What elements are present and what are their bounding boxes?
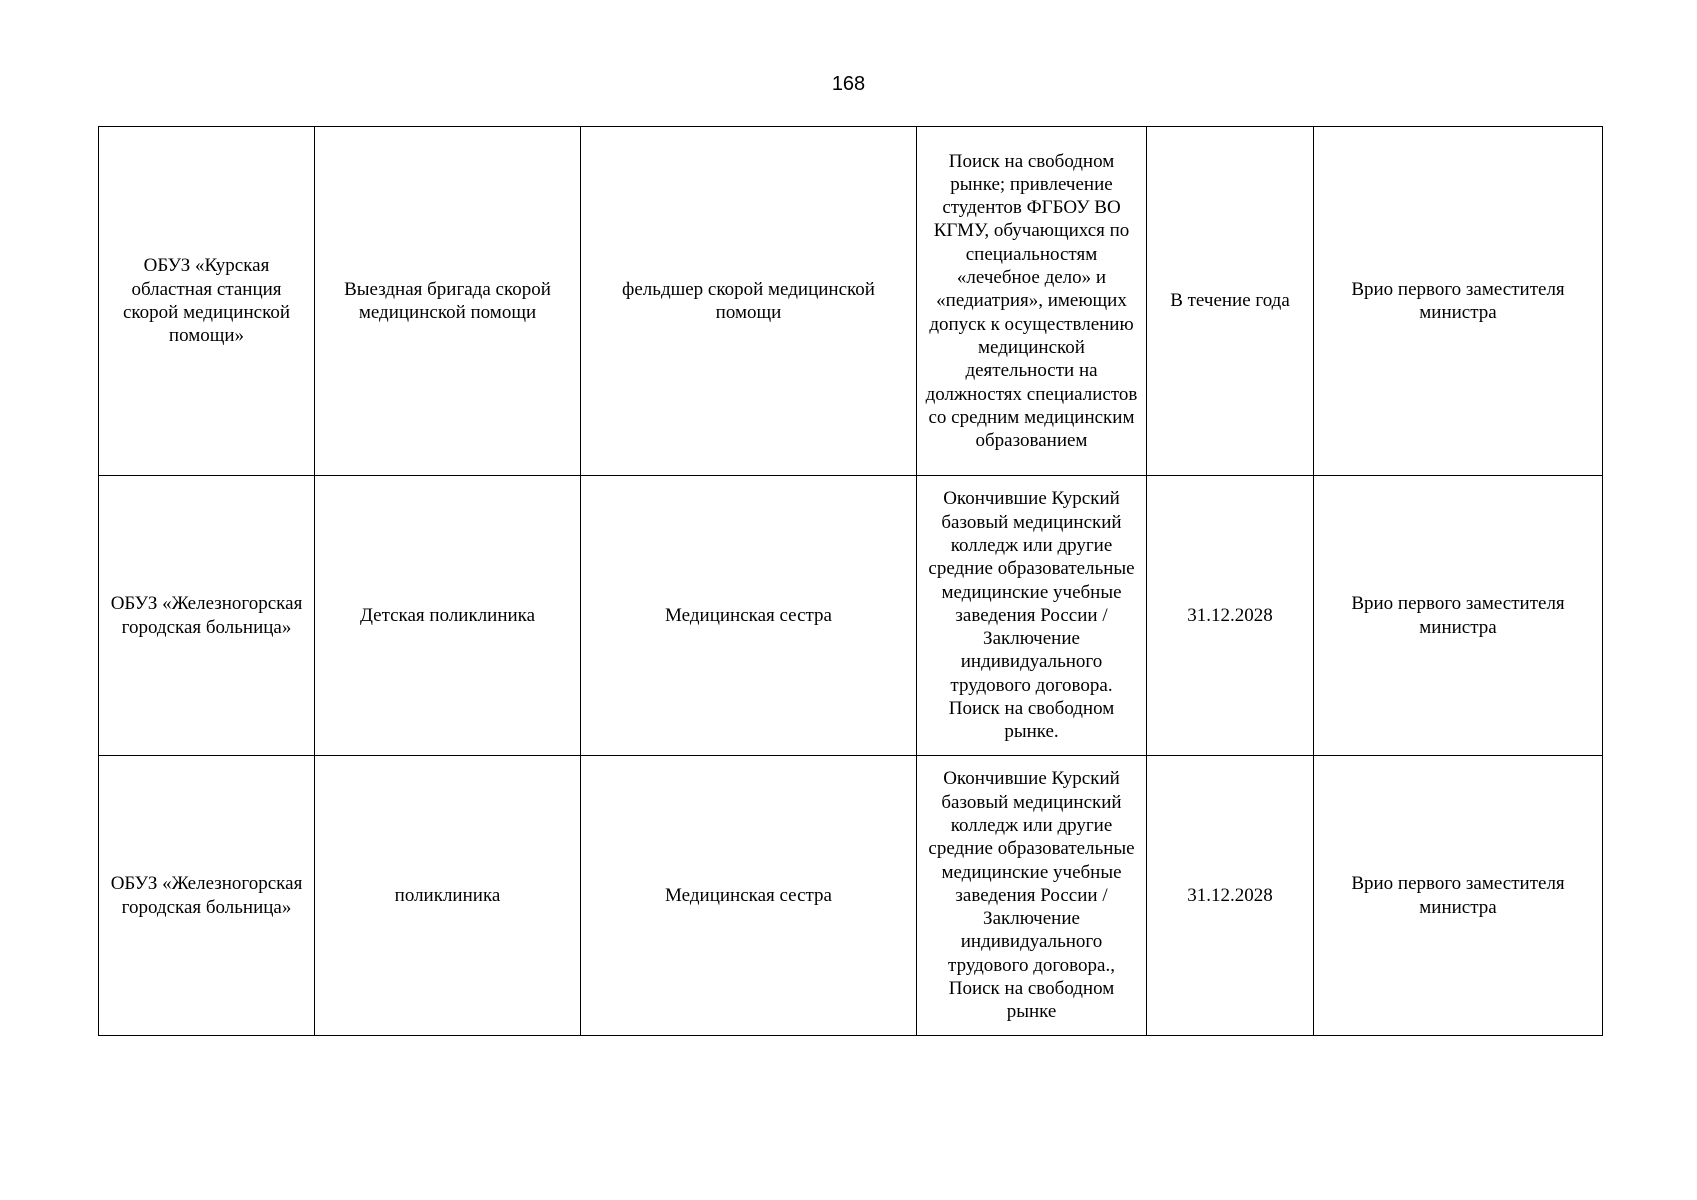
- deadline-cell: 31.12.2028: [1147, 756, 1314, 1036]
- department-cell: Выездная бригада скорой медицинской помощи: [315, 127, 581, 476]
- position-cell: Медицинская сестра: [581, 756, 917, 1036]
- measures-cell: Окончившие Курский базовый медицинский колледж или другие средние образовательные медицинские учебные заведения России / Заключение индивидуального трудового договора. Поиск на свободном рынке.: [917, 476, 1147, 756]
- deadline-cell: В течение года: [1147, 127, 1314, 476]
- table-row: [99, 756, 1603, 1036]
- page-number: 168: [831, 73, 866, 95]
- department-cell: поликлиника: [315, 756, 581, 1036]
- position-cell: фельдшер скорой медицинской помощи: [581, 127, 917, 476]
- responsible-cell: Врио первого заместителя министра: [1314, 756, 1603, 1036]
- responsible-cell: Врио первого заместителя министра: [1314, 476, 1603, 756]
- organization-cell: ОБУЗ «Курская областная станция скорой медицинской помощи»: [99, 127, 315, 476]
- table-row: [99, 127, 1603, 476]
- position-cell: Медицинская сестра: [581, 476, 917, 756]
- table-row: [99, 476, 1603, 756]
- measures-cell: Окончившие Курский базовый медицинский колледж или другие средние образовательные медицинские учебные заведения России / Заключение индивидуального трудового договора., Поиск на свободном рынке: [917, 756, 1147, 1036]
- organization-cell: ОБУЗ «Железногорская городская больница»: [99, 756, 315, 1036]
- deadline-cell: 31.12.2028: [1147, 476, 1314, 756]
- measures-cell: Поиск на свободном рынке; привлечение студентов ФГБОУ ВО КГМУ, обучающихся по специальностям «лечебное дело» и «педиатрия», имеющих допуск к осуществлению медицинской деятельности на должностях специалистов со средним медицинским образованием: [917, 127, 1147, 476]
- department-cell: Детская поликлиника: [315, 476, 581, 756]
- staffing-table: [98, 126, 1603, 1036]
- responsible-cell: Врио первого заместителя министра: [1314, 127, 1603, 476]
- organization-cell: ОБУЗ «Железногорская городская больница»: [99, 476, 315, 756]
